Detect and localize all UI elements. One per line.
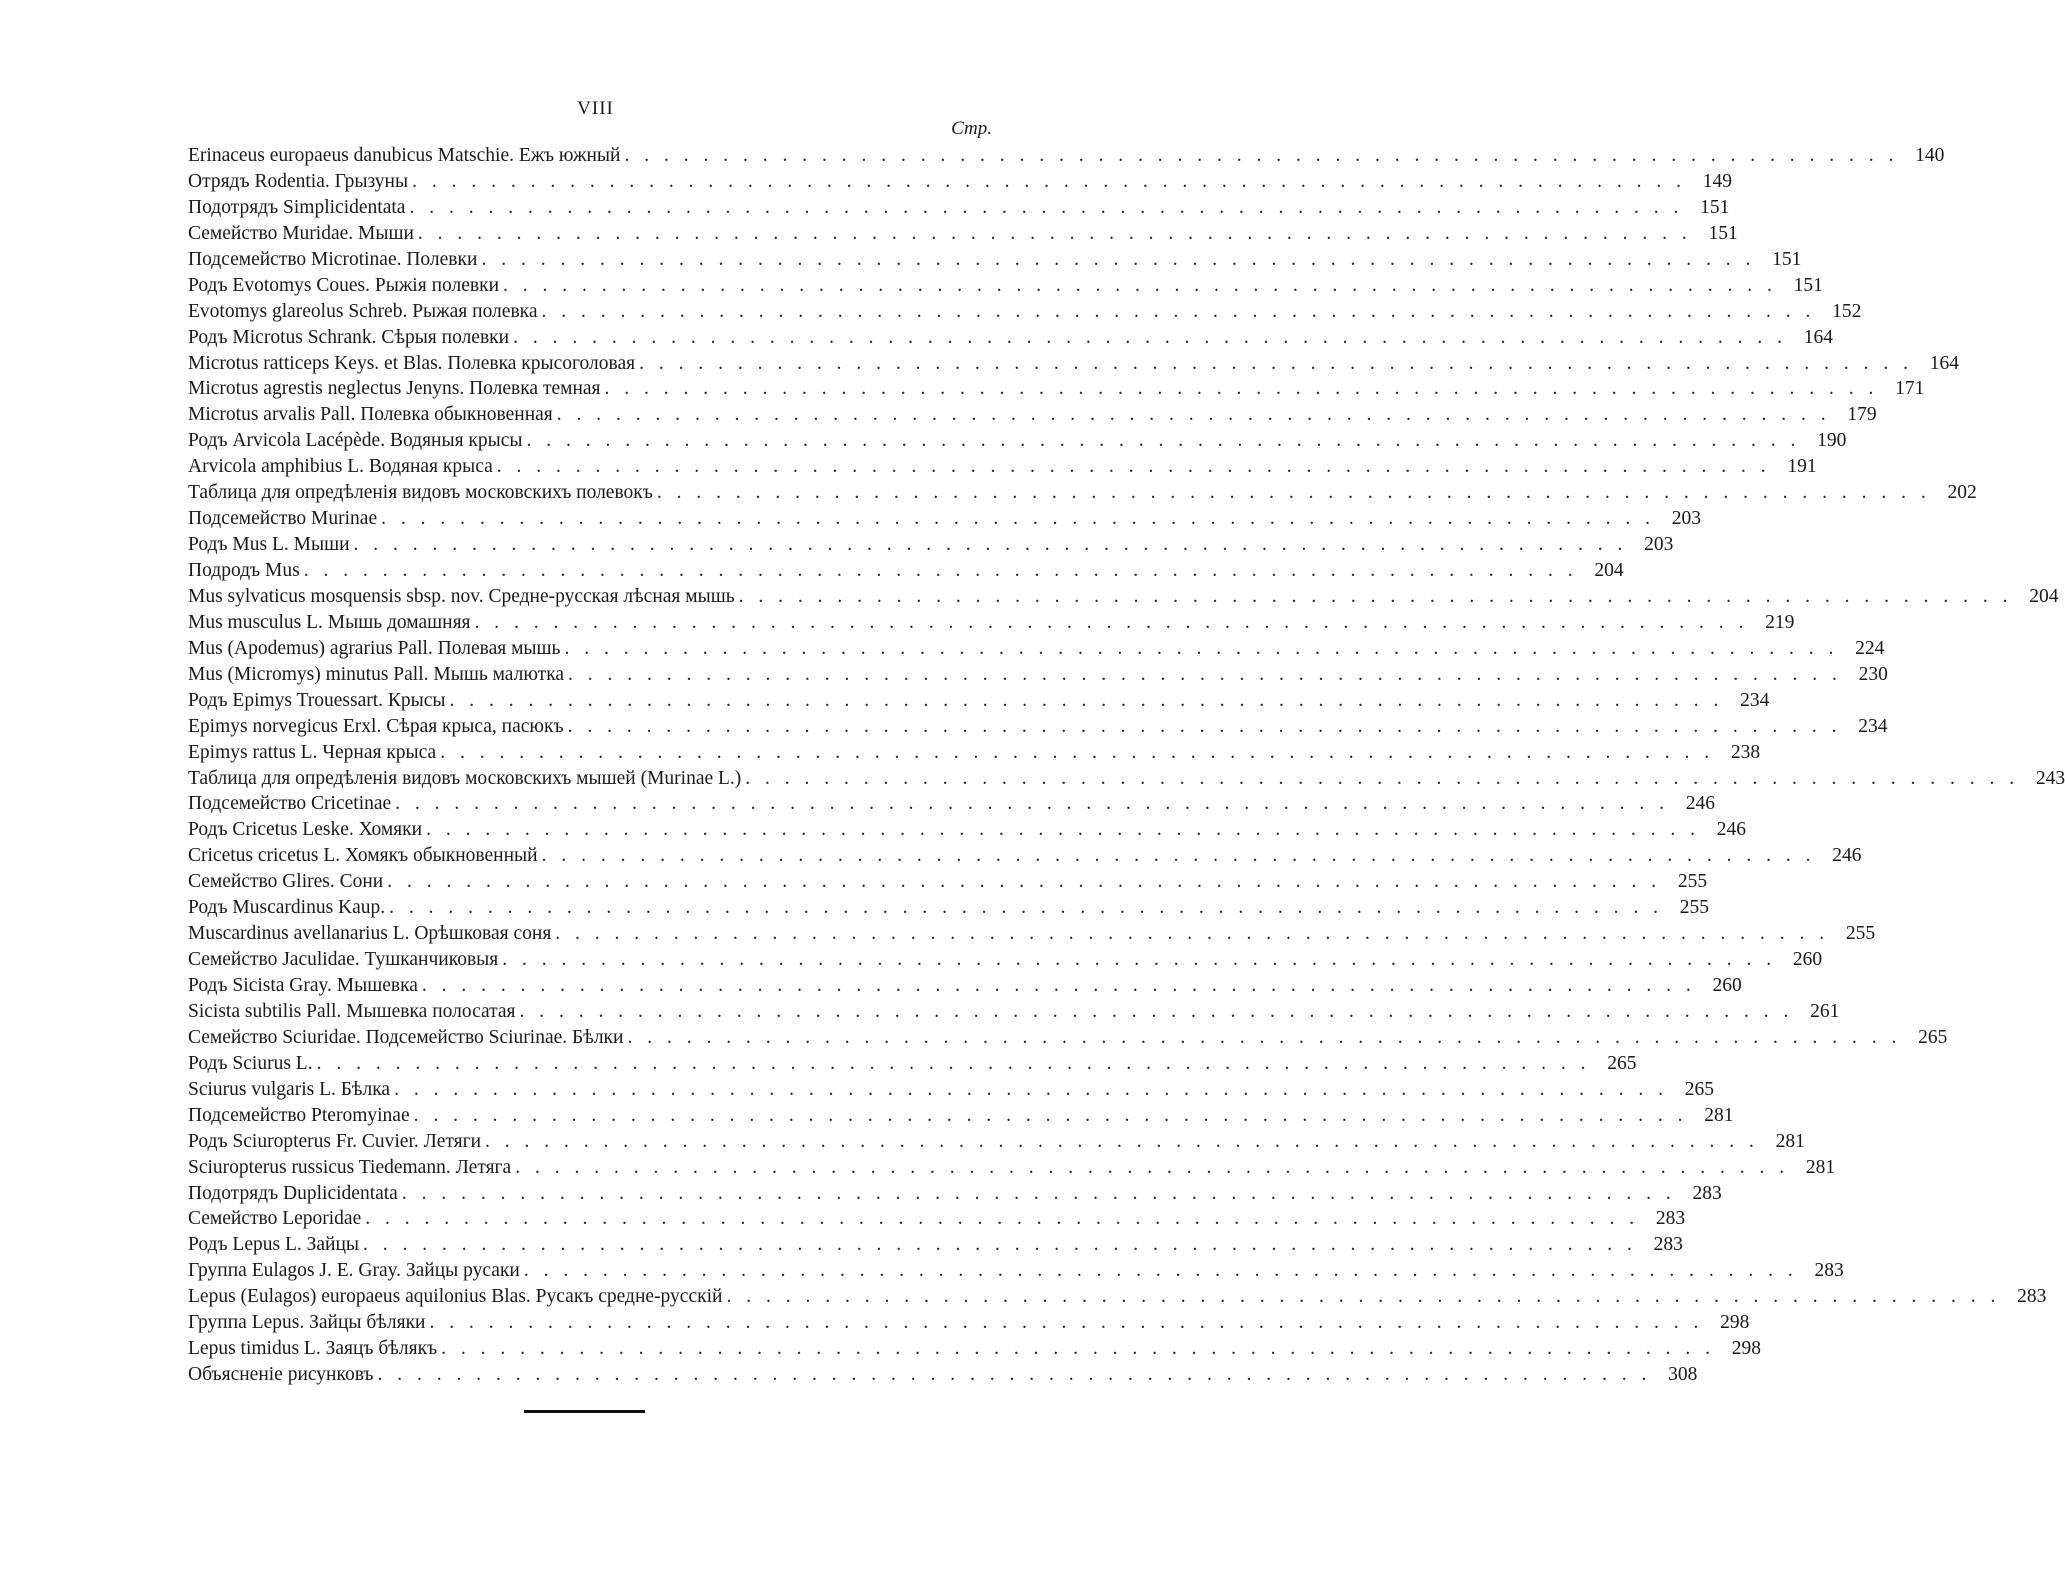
dot-leader (605, 376, 1879, 402)
dot-leader (414, 1103, 1688, 1129)
toc-entry-title: Группа Lepus. Зайцы бѣляки (188, 1312, 426, 1334)
toc-entry-title: Родъ Muscardinus Kaup. (188, 897, 386, 919)
toc-entry (188, 351, 1959, 377)
dot-leader (627, 1025, 1901, 1051)
toc-entry-title: Таблица для опредѣленія видовъ московскихъ полевокъ (188, 482, 653, 504)
dot-leader (387, 869, 1661, 895)
dot-leader (317, 1051, 1591, 1077)
dot-leader (513, 325, 1787, 351)
toc-entry (188, 532, 1674, 558)
toc-entry-page-number: 298 (1731, 1338, 1762, 1360)
dot-leader (520, 999, 1794, 1025)
toc-entry (188, 1310, 1750, 1336)
toc-entry-page-number: 152 (1832, 300, 1862, 322)
toc-entry-page-number: 203 (1671, 508, 1701, 530)
toc-entry-title: Подродъ Mus (188, 560, 300, 581)
toc-entry (188, 1077, 1714, 1103)
toc-entry-title: Arvicola amphibius L. Водяная крыса (188, 456, 493, 478)
toc-entry-title: Семейство Glires. Сони (188, 871, 384, 893)
toc-entry-page-number: 204 (1594, 560, 1624, 581)
toc-entry (188, 610, 1795, 636)
toc-entry-page-number: 283 (1653, 1234, 1683, 1256)
toc-entry-title: Родъ Evotomys Coues. Рыжія полевки (188, 274, 500, 296)
toc-entry-page-number: 190 (1817, 430, 1847, 452)
toc-entry-title: Подсемейство Murinae (188, 508, 378, 530)
toc-entry-page-number: 260 (1712, 975, 1742, 996)
dot-leader (354, 532, 1628, 558)
toc-entry-title: Microtus arvalis Pall. Полевка обыкновенная (188, 404, 553, 426)
toc-entry (188, 973, 1742, 999)
toc-entry-page-number: 255 (1677, 871, 1708, 893)
toc-entry-page-number: 179 (1847, 404, 1877, 426)
toc-entry-title: Sicista subtilis Pall. Мышевка полосатая (188, 1000, 516, 1022)
toc-entry-title: Подсемейство Cricetinae (188, 793, 392, 815)
toc-entry (188, 740, 1761, 766)
toc-entry (188, 714, 1888, 740)
toc-entry-page-number: 281 (1805, 1156, 1836, 1178)
toc-entry-page-number: 230 (1858, 663, 1888, 685)
toc-entry-title: Родъ Arvicola Lacépède. Водяныя крысы (188, 430, 523, 452)
toc-entry (188, 1362, 1698, 1388)
dot-leader (450, 688, 1724, 714)
dot-leader (381, 506, 1655, 532)
toc-entry-page-number: 151 (1772, 248, 1802, 270)
dot-leader (430, 1310, 1704, 1336)
toc-entry (188, 221, 1738, 247)
toc-entry-title: Родъ Cricetus Leske. Хомяки (188, 819, 423, 841)
dot-leader (568, 714, 1842, 740)
toc-entry (188, 947, 1823, 973)
toc-entry (188, 247, 1802, 273)
dot-leader (502, 947, 1776, 973)
dot-leader (497, 454, 1771, 480)
toc-entry (188, 1284, 2047, 1310)
toc-entry-title: Cricetus cricetus L. Хомякъ обыкновенный (188, 845, 538, 867)
dot-leader (726, 1284, 2000, 1310)
toc-entry-title: Родъ Mus L. Мыши (188, 534, 350, 556)
toc-entry-title: Erinaceus europaeus danubicus Matschie. Ежъ южный (188, 145, 621, 166)
toc-entry (188, 1258, 1844, 1284)
toc-entry-page-number: 255 (1679, 897, 1710, 919)
toc-entry (188, 688, 1770, 714)
dot-leader (440, 740, 1714, 766)
dot-leader (426, 817, 1700, 843)
toc-entry-page-number: 164 (1929, 352, 1959, 374)
dot-leader (441, 1336, 1715, 1362)
toc-entry (188, 1232, 1683, 1258)
toc-entry (188, 325, 1833, 351)
toc-entry (188, 791, 1716, 817)
toc-entry-page-number: 261 (1810, 1000, 1840, 1022)
dot-leader (378, 1362, 1652, 1388)
toc-entry (188, 1181, 1722, 1207)
toc-entry (188, 169, 1732, 195)
toc-entry-page-number: 151 (1700, 196, 1730, 218)
dot-leader (568, 662, 1842, 688)
toc-entry-page-number: 140 (1915, 145, 1945, 166)
toc-entry-page-number: 260 (1792, 949, 1823, 971)
toc-entry-title: Muscardinus avellanarius L. Орѣшковая соня (188, 923, 552, 945)
toc-entry (188, 454, 1817, 480)
toc-entry (188, 299, 1862, 325)
toc-entry (188, 869, 1708, 895)
dot-leader (481, 247, 1755, 273)
dot-leader (657, 480, 1931, 506)
dot-leader (564, 636, 1838, 662)
toc-entry-page-number: 149 (1702, 170, 1732, 192)
toc-entry-page-number: 191 (1787, 456, 1817, 478)
toc-entry (188, 1336, 1762, 1362)
toc-entry-page-number: 204 (2029, 585, 2059, 607)
dot-leader (555, 921, 1829, 947)
toc-entry-title: Microtus agrestis neglectus Jenyns. Полевка темная (188, 378, 601, 400)
toc-entry (188, 999, 1840, 1025)
dot-leader (394, 1077, 1668, 1103)
toc-entry-title: Lepus (Eulagos) europaeus aquilonius Blas. Русакъ средне-русскій (188, 1286, 723, 1308)
toc-entry-page-number: 283 (1655, 1208, 1686, 1230)
toc-entry-title: Sciuropterus russicus Tiedemann. Летяга (188, 1156, 512, 1178)
toc-entry (188, 895, 1710, 921)
toc-entry (188, 817, 1746, 843)
toc-entry-page-number: 219 (1765, 611, 1795, 633)
dot-leader (527, 428, 1801, 454)
toc-entry (188, 506, 1701, 532)
toc-entry (188, 1051, 1637, 1077)
toc-entry-title: Родъ Microtus Schrank. Сѣрыя полевки (188, 326, 510, 348)
dot-leader (422, 973, 1696, 999)
toc-entry-page-number: 298 (1720, 1312, 1750, 1334)
toc-entry (188, 1206, 1686, 1232)
toc-entry-page-number: 281 (1775, 1130, 1805, 1152)
dot-leader (503, 273, 1777, 299)
toc-entry-page-number: 255 (1845, 923, 1876, 945)
toc-entry-title: Семейство Jaculidae. Тушканчиковыя (188, 949, 499, 971)
toc-entry-page-number: 246 (1832, 845, 1862, 867)
toc-entry-title: Sciurus vulgaris L. Бѣлка (188, 1078, 391, 1100)
toc-entry-page-number: 151 (1793, 274, 1823, 296)
toc-entry-page-number: 234 (1740, 689, 1770, 711)
toc-entry (188, 428, 1847, 454)
toc-entry-page-number: 238 (1730, 741, 1761, 763)
toc-entry-title: Mus (Micromys) minutus Pall. Мышь малютка (188, 663, 565, 685)
toc-entry (188, 766, 2065, 792)
toc-entry-title: Родъ Sciuropterus Fr. Cuvier. Летяги (188, 1130, 482, 1152)
toc-entry-title: Объясненіе рисунковъ (188, 1364, 374, 1386)
toc-entry (188, 1025, 1948, 1051)
toc-entry (188, 636, 1885, 662)
toc-entry (188, 1155, 1836, 1181)
dot-leader (745, 766, 2019, 792)
dot-leader (412, 169, 1686, 195)
toc-entry-page-number: 283 (2017, 1286, 2047, 1308)
toc-entry-title: Evotomys glareolus Schreb. Рыжая полевка (188, 300, 538, 322)
toc-entry-title: Mus musculus L. Мышь домашняя (188, 611, 471, 633)
toc-entry (188, 195, 1730, 221)
toc-entry-page-number: 283 (1692, 1182, 1722, 1204)
toc-entry (188, 402, 1877, 428)
toc-entry-title: Подсемейство Pteromyinae (188, 1104, 410, 1126)
toc-entry (188, 1129, 1805, 1155)
toc-entry-page-number: 243 (2035, 767, 2065, 789)
table-of-contents (188, 143, 2065, 1388)
dot-leader (389, 895, 1663, 921)
closing-rule (524, 1410, 645, 1413)
toc-entry-title: Epimys rattus L. Черная крыса (188, 741, 437, 763)
dot-leader (395, 791, 1669, 817)
toc-entry-title: Отрядъ Rodentia. Грызуны (188, 170, 409, 192)
toc-entry (188, 584, 2059, 610)
toc-entry-title: Mus sylvaticus mosquensis sbsp. nov. Средне-русская лѣсная мышь (188, 585, 735, 607)
toc-entry-title: Родъ Sciurus L. (188, 1052, 313, 1074)
page-column-header: Стр. (951, 118, 992, 139)
toc-entry-page-number: 246 (1716, 819, 1746, 841)
toc-entry-title: Группа Eulagos J. E. Gray. Зайцы русаки (188, 1260, 520, 1282)
toc-entry-title: Mus (Apodemus) agrarius Pall. Полевая мышь (188, 637, 561, 659)
page-number: VIII (577, 98, 614, 119)
toc-entry-page-number: 203 (1644, 534, 1674, 556)
toc-entry-title: Подсемейство Microtinae. Полевки (188, 248, 478, 270)
toc-entry (188, 921, 1876, 947)
dot-leader (402, 1181, 1676, 1207)
toc-entry (188, 143, 1945, 169)
toc-entry-title: Семейство Sciuridae. Подсемейство Sciurinae. Бѣлки (188, 1026, 624, 1048)
dot-leader (475, 610, 1749, 636)
toc-entry-page-number: 246 (1685, 793, 1716, 815)
toc-entry-title: Семейство Leporidae (188, 1208, 362, 1230)
toc-entry (188, 273, 1823, 299)
toc-entry-title: Epimys norvegicus Erxl. Сѣрая крыса, пасюкъ (188, 715, 564, 737)
dot-leader (639, 351, 1913, 377)
dot-leader (409, 195, 1683, 221)
toc-entry-page-number: 164 (1803, 326, 1833, 348)
toc-entry-title: Таблица для опредѣленія видовъ московскихъ мышей (Murinae L.) (188, 767, 742, 789)
dot-leader (624, 143, 1898, 169)
toc-entry-title: Родъ Epimys Trouessart. Крысы (188, 689, 446, 711)
dot-leader (418, 221, 1692, 247)
dot-leader (524, 1258, 1798, 1284)
toc-entry-page-number: 281 (1704, 1104, 1734, 1126)
toc-entry-page-number: 265 (1918, 1026, 1948, 1048)
dot-leader (304, 558, 1578, 584)
toc-entry-title: Родъ Sicista Gray. Мышевка (188, 975, 418, 996)
toc-entry-page-number: 224 (1855, 637, 1885, 659)
toc-entry-page-number: 265 (1684, 1078, 1714, 1100)
toc-entry (188, 480, 1977, 506)
toc-entry-title: Семейство Muridae. Мыши (188, 222, 414, 244)
toc-entry-title: Lepus timidus L. Заяцъ бѣлякъ (188, 1338, 438, 1360)
dot-leader (365, 1206, 1639, 1232)
toc-entry (188, 843, 1862, 869)
toc-entry (188, 376, 1925, 402)
toc-entry-page-number: 283 (1814, 1260, 1844, 1282)
dot-leader (515, 1155, 1789, 1181)
toc-entry-page-number: 265 (1607, 1052, 1637, 1074)
dot-leader (542, 843, 1816, 869)
toc-entry-title: Подотрядъ Duplicidentata (188, 1182, 398, 1204)
toc-entry-title: Родъ Lepus L. Зайцы (188, 1234, 360, 1256)
toc-entry-page-number: 202 (1947, 482, 1977, 504)
toc-entry-page-number: 171 (1895, 378, 1925, 400)
toc-entry-page-number: 308 (1668, 1364, 1698, 1386)
toc-entry-page-number: 151 (1708, 222, 1738, 244)
toc-entry (188, 558, 1624, 584)
toc-entry-title: Microtus ratticeps Keys. et Blas. Полевка крысоголовая (188, 352, 636, 374)
toc-entry (188, 662, 1888, 688)
dot-leader (485, 1129, 1759, 1155)
toc-entry-title: Подотрядъ Simplicidentata (188, 196, 406, 218)
toc-entry (188, 1103, 1734, 1129)
dot-leader (557, 402, 1831, 428)
toc-entry-page-number: 234 (1858, 715, 1888, 737)
dot-leader (739, 584, 2013, 610)
dot-leader (363, 1232, 1637, 1258)
dot-leader (542, 299, 1816, 325)
